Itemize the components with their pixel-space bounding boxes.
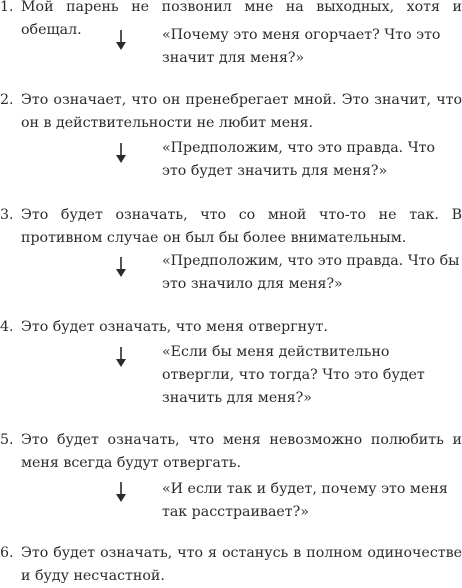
- step-number: 4.: [0, 319, 14, 335]
- step-number: 2.: [0, 92, 14, 108]
- step-3: [0, 204, 462, 250]
- down-arrow-icon: [116, 257, 126, 277]
- down-arrow-icon: [116, 30, 126, 50]
- step-5: [0, 429, 462, 475]
- down-arrow-icon: [116, 347, 126, 367]
- question-1: «Почему это меня огорчает? Что это значит для меня?»: [162, 27, 441, 66]
- step-4: [0, 316, 462, 339]
- step-number: 6.: [0, 545, 14, 561]
- step-number: 1.: [0, 0, 14, 15]
- question-3: «Предположим, что это правда. Что бы это значило для меня?»: [162, 253, 460, 292]
- step-text: Это будет означать, что со мной что-то не так. В противном случае он был бы более внимательным.: [21, 207, 462, 246]
- step-text: Это будет означать, что меня отвергнут.: [21, 319, 328, 335]
- step-number: 3.: [0, 207, 14, 223]
- step-number: 5.: [0, 432, 14, 448]
- question-5: «И если так и будет, почему это меня так расстраивает?»: [162, 481, 448, 520]
- step-text: Это будет означать, что я останусь в полном одиночестве и буду несчастной.: [21, 545, 462, 584]
- question-2: «Предположим, что это правда. Что это будет значить для меня?»: [162, 140, 436, 179]
- down-arrow-icon: [116, 143, 126, 163]
- step-6: [0, 542, 462, 588]
- step-text: Мой парень не позвонил мне на выходных, хотя и обещал.: [21, 0, 462, 38]
- step-text: Это означает, что он пренебрегает мной. Это значит, что он в действительности не любит меня.: [21, 92, 462, 131]
- step-text: Это будет означать, что меня невозможно полюбить и меня всегда будут отвергать.: [21, 432, 462, 471]
- down-arrow-icon: [116, 482, 126, 502]
- step-2: [0, 89, 462, 135]
- question-4: «Если бы меня действительно отвергли, что тогда? Что это будет значить для меня?»: [162, 344, 425, 406]
